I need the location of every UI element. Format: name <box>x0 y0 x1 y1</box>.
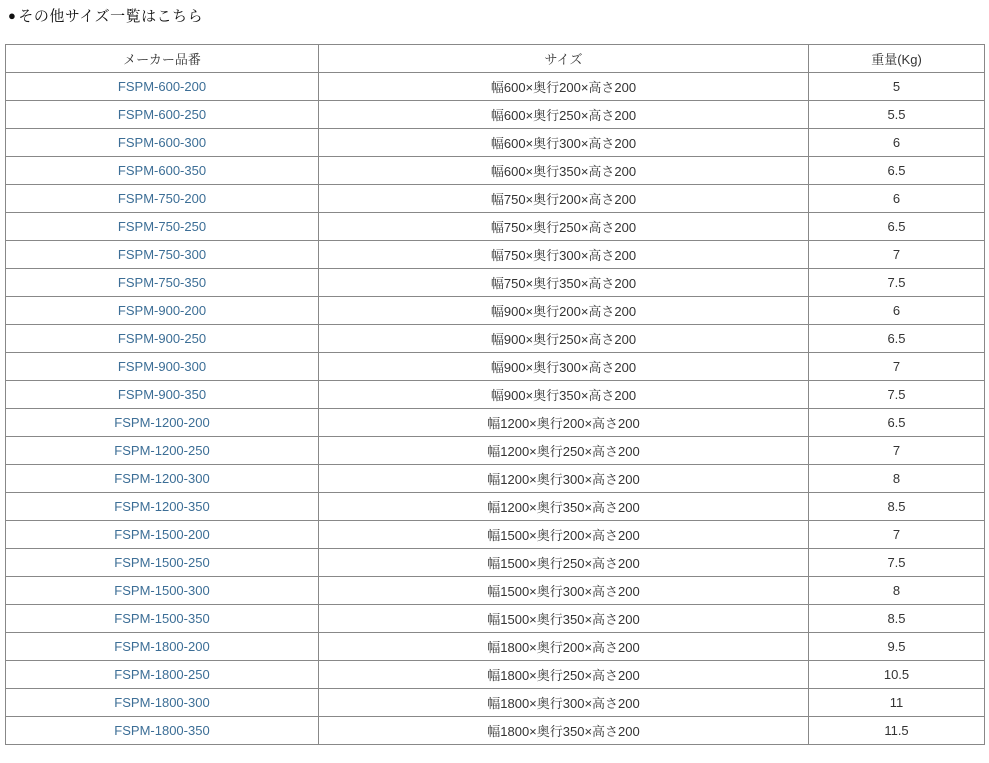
table-row <box>6 101 985 129</box>
table-row <box>6 577 985 605</box>
weight-cell: 6 <box>809 297 985 325</box>
size-cell: 幅1800×奥行300×高さ200 <box>319 689 809 717</box>
page-title <box>0 0 989 44</box>
size-cell: 幅1200×奥行250×高さ200 <box>319 437 809 465</box>
table-row <box>6 73 985 101</box>
weight-cell: 8 <box>809 577 985 605</box>
part-no-link[interactable]: FSPM-1800-350 <box>6 717 319 745</box>
weight-cell: 7 <box>809 437 985 465</box>
size-cell: 幅1500×奥行200×高さ200 <box>319 521 809 549</box>
table-row <box>6 409 985 437</box>
size-cell: 幅900×奥行350×高さ200 <box>319 381 809 409</box>
size-cell: 幅1800×奥行200×高さ200 <box>319 633 809 661</box>
weight-cell: 7.5 <box>809 269 985 297</box>
weight-cell: 8 <box>809 465 985 493</box>
size-cell: 幅750×奥行200×高さ200 <box>319 185 809 213</box>
table-row <box>6 717 985 745</box>
part-no-link[interactable]: FSPM-600-200 <box>6 73 319 101</box>
size-cell: 幅1500×奥行300×高さ200 <box>319 577 809 605</box>
table-row <box>6 241 985 269</box>
table-row <box>6 605 985 633</box>
part-no-link[interactable]: FSPM-1200-350 <box>6 493 319 521</box>
part-no-link[interactable]: FSPM-1800-250 <box>6 661 319 689</box>
size-cell: 幅600×奥行250×高さ200 <box>319 101 809 129</box>
table-row <box>6 297 985 325</box>
size-cell: 幅750×奥行350×高さ200 <box>319 269 809 297</box>
table-row <box>6 633 985 661</box>
table-header-row <box>6 45 985 73</box>
bullet-icon: ● <box>8 8 17 23</box>
table-row <box>6 353 985 381</box>
part-no-link[interactable]: FSPM-1800-300 <box>6 689 319 717</box>
weight-cell: 7 <box>809 521 985 549</box>
size-cell: 幅600×奥行300×高さ200 <box>319 129 809 157</box>
table-row <box>6 213 985 241</box>
size-cell: 幅900×奥行200×高さ200 <box>319 297 809 325</box>
part-no-link[interactable]: FSPM-900-350 <box>6 381 319 409</box>
weight-cell: 6.5 <box>809 213 985 241</box>
col-header-size: サイズ <box>319 45 809 73</box>
size-table-body <box>6 73 985 745</box>
part-no-link[interactable]: FSPM-1500-350 <box>6 605 319 633</box>
size-cell: 幅750×奥行250×高さ200 <box>319 213 809 241</box>
size-cell: 幅1500×奥行350×高さ200 <box>319 605 809 633</box>
table-row <box>6 465 985 493</box>
table-row <box>6 689 985 717</box>
size-cell: 幅1200×奥行200×高さ200 <box>319 409 809 437</box>
weight-cell: 7.5 <box>809 381 985 409</box>
weight-cell: 11.5 <box>809 717 985 745</box>
part-no-link[interactable]: FSPM-750-300 <box>6 241 319 269</box>
table-row <box>6 129 985 157</box>
part-no-link[interactable]: FSPM-600-300 <box>6 129 319 157</box>
part-no-link[interactable]: FSPM-1500-200 <box>6 521 319 549</box>
weight-cell: 7 <box>809 241 985 269</box>
size-cell: 幅1800×奥行350×高さ200 <box>319 717 809 745</box>
part-no-link[interactable]: FSPM-1500-250 <box>6 549 319 577</box>
size-cell: 幅600×奥行200×高さ200 <box>319 73 809 101</box>
table-row <box>6 185 985 213</box>
weight-cell: 7 <box>809 353 985 381</box>
weight-cell: 5.5 <box>809 101 985 129</box>
part-no-link[interactable]: FSPM-900-200 <box>6 297 319 325</box>
table-row <box>6 661 985 689</box>
size-cell: 幅1500×奥行250×高さ200 <box>319 549 809 577</box>
part-no-link[interactable]: FSPM-750-350 <box>6 269 319 297</box>
part-no-link[interactable]: FSPM-1500-300 <box>6 577 319 605</box>
part-no-link[interactable]: FSPM-600-350 <box>6 157 319 185</box>
table-row <box>6 325 985 353</box>
size-cell: 幅900×奥行300×高さ200 <box>319 353 809 381</box>
size-cell: 幅1800×奥行250×高さ200 <box>319 661 809 689</box>
weight-cell: 6 <box>809 129 985 157</box>
size-cell: 幅600×奥行350×高さ200 <box>319 157 809 185</box>
size-cell: 幅1200×奥行350×高さ200 <box>319 493 809 521</box>
weight-cell: 8.5 <box>809 605 985 633</box>
weight-cell: 10.5 <box>809 661 985 689</box>
weight-cell: 8.5 <box>809 493 985 521</box>
part-no-link[interactable]: FSPM-1200-200 <box>6 409 319 437</box>
col-header-part-no: メーカー品番 <box>6 45 319 73</box>
part-no-link[interactable]: FSPM-600-250 <box>6 101 319 129</box>
size-cell: 幅750×奥行300×高さ200 <box>319 241 809 269</box>
weight-cell: 6 <box>809 185 985 213</box>
weight-cell: 9.5 <box>809 633 985 661</box>
size-table <box>5 44 985 745</box>
weight-cell: 5 <box>809 73 985 101</box>
table-row <box>6 549 985 577</box>
size-cell: 幅1200×奥行300×高さ200 <box>319 465 809 493</box>
weight-cell: 6.5 <box>809 409 985 437</box>
table-row <box>6 437 985 465</box>
weight-cell: 11 <box>809 689 985 717</box>
weight-cell: 7.5 <box>809 549 985 577</box>
part-no-link[interactable]: FSPM-1200-250 <box>6 437 319 465</box>
part-no-link[interactable]: FSPM-750-200 <box>6 185 319 213</box>
table-row <box>6 493 985 521</box>
part-no-link[interactable]: FSPM-750-250 <box>6 213 319 241</box>
page-title-text: その他サイズ一覧はこちら <box>18 8 204 25</box>
table-row <box>6 157 985 185</box>
col-header-weight: 重量(Kg) <box>809 45 985 73</box>
part-no-link[interactable]: FSPM-900-250 <box>6 325 319 353</box>
table-row <box>6 521 985 549</box>
part-no-link[interactable]: FSPM-1200-300 <box>6 465 319 493</box>
part-no-link[interactable]: FSPM-900-300 <box>6 353 319 381</box>
part-no-link[interactable]: FSPM-1800-200 <box>6 633 319 661</box>
table-row <box>6 381 985 409</box>
size-cell: 幅900×奥行250×高さ200 <box>319 325 809 353</box>
table-row <box>6 269 985 297</box>
weight-cell: 6.5 <box>809 157 985 185</box>
weight-cell: 6.5 <box>809 325 985 353</box>
